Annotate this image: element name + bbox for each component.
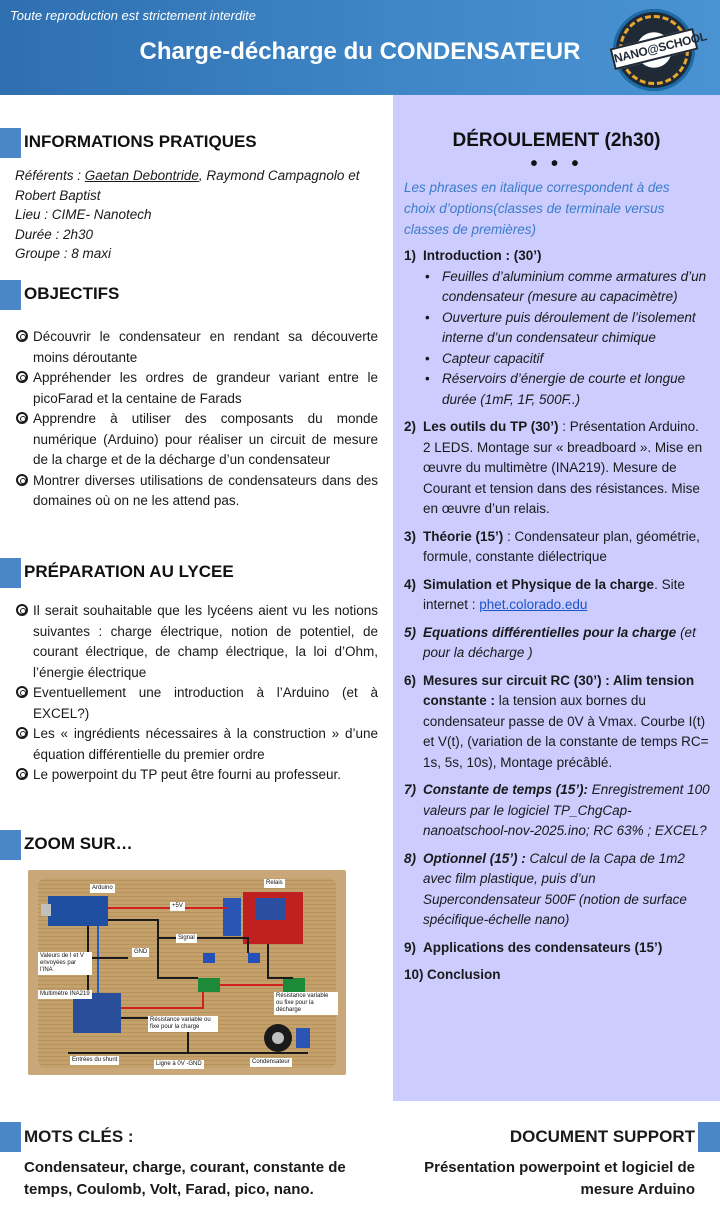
support-heading: DOCUMENT SUPPORT [509, 1127, 695, 1146]
wire [268, 944, 293, 978]
resistor-charge [203, 953, 215, 963]
list-item: Le powerpoint du TP peut être fourni au professeur. [16, 765, 378, 786]
ina219-module [73, 993, 121, 1033]
wire [121, 992, 203, 1008]
step-item: 7) Constante de temps (15’): Enregistrement 100 valeurs par le logiciel TP_ChgCap-nanoatschool-nov-2025.ino; RC 63% ; EXCEL? [404, 782, 710, 838]
bullet-icon [16, 768, 28, 780]
steps-list [404, 246, 710, 993]
list-item: Découvrir le condensateur en rendant sa découverte moins déroutante [16, 327, 378, 368]
step-item: 8) Optionnel (15’) : Calcul de la Capa de 1m2 avec film plastique, puis d’un Supercondensateur 500F (notion de surface spécifique-échelle nano) [404, 850, 687, 927]
keywords-heading: MOTS CLÉS : [24, 1127, 134, 1146]
bullet-icon [16, 686, 28, 698]
label-res-decharge: Résistance variable ou fixe pour la décharge [274, 992, 338, 1015]
step-item: 5) Equations différentielles pour la charge (et pour la décharge ) [404, 624, 696, 660]
step-title: Les outils du TP (30’) [423, 419, 559, 434]
step-item: 10) Conclusion [404, 967, 501, 982]
referents-line: Référents : Gaetan Debontride, Raymond Campagnolo et Robert Baptist [15, 168, 360, 203]
label-signal: Signal [178, 935, 195, 941]
sub-item: • Feuilles d’aluminium comme armatures d’un condensateur (mesure au capacimètre) [423, 267, 710, 308]
bullet-icon [16, 604, 28, 616]
section-header-objectifs: OBJECTIFS [0, 280, 200, 310]
step-title: Conclusion [427, 967, 501, 982]
support-text: Présentation powerpoint et logiciel de mesure Arduino [424, 1159, 695, 1198]
section-header-infos: INFORMATIONS PRATIQUES [0, 128, 300, 158]
list-item: Apprendre à utiliser des composants du monde numérique (Arduino) pour réaliser un circuit de mesure de la charge et de la décharge d’un condensateur [16, 409, 378, 471]
list-item: Il serait souhaitable que les lycéens aient vu les notions suivantes : charge électrique, notion de potentiel, de courant électrique, de champ électrique, la loi d’Ohm, l’énergie électrique [16, 601, 378, 683]
relay-terminal [223, 898, 241, 936]
label-arduino: Arduino [92, 885, 113, 891]
label-shunt: Entrées du shunt [72, 1057, 118, 1063]
step-item: 4) Simulation et Physique de la charge. Site internet : phet.colorado.edu [404, 576, 685, 612]
keywords-text: Condensateur, charge, courant, constante de temps, Coulomb, Volt, Farad, pico, nano. [24, 1159, 346, 1198]
step-title: Optionnel (15’) : [423, 850, 526, 866]
bullet-icon [16, 412, 28, 424]
step-title: Mesures sur circuit RC (30’) : Alim tension constante : [423, 672, 695, 708]
terminal-block [283, 978, 305, 992]
section-header-preparation: PRÉPARATION AU LYCEE [0, 558, 300, 588]
label-multimetre: Multimètre INA219 [40, 991, 90, 997]
wire [108, 920, 198, 978]
step-title: Simulation et Physique de la charge [423, 576, 655, 592]
list-item: Eventuellement une introduction à l’Arduino (et à EXCEL?) [16, 683, 378, 724]
logo-text: NANO@SCHOOL [610, 28, 699, 70]
lieu-line: Lieu : CIME- Nanotech [15, 207, 152, 222]
label-relais: Relais [266, 880, 283, 886]
sub-item: • Réservoirs d’énergie de courte et longue durée (1mF, 1F, 500F..) [423, 369, 710, 410]
label-res-charge: Résistance variable ou fixe pour la charge [148, 1016, 218, 1032]
step-title: Constante de temps (15’): [423, 782, 589, 797]
page-title: Charge-décharge du CONDENSATEUR [139, 38, 581, 65]
relay-component [256, 898, 286, 920]
phet-link[interactable]: phet.colorado.edu [479, 597, 588, 612]
circuit-board [38, 878, 336, 1068]
bullet-icon [16, 371, 28, 383]
section-header-zoom: ZOOM SUR… [0, 830, 200, 860]
step-item: 2) Les outils du TP (30’) : Présentation Arduino. 2 LEDS. Montage sur « breadboard ». Mise en œuvre du multimètre (INA219). Mesure de Courant et tension dans des résistances. Mise en œuvre d’un relais. [404, 419, 703, 516]
step-item: 1) Introduction : (30’) • Feuilles d’aluminium comme armatures d’un condensateur (mesure au capacimètre) • Ouverture puis déroulement de l’isolement interne d’un condensateur chimique • Capteur capacitif • Réservoirs d’énergie de courte et longue durée (1mF, 1F, 500F..) [404, 246, 710, 410]
deroulement-note: Les phrases en italique correspondent à des choix d’options(classes de terminale versus classes de premières) [404, 180, 670, 237]
step-title: Equations différentielles pour la charge [423, 624, 677, 640]
label-valeurs: Valeurs de I et V envoyées par l’INA [38, 952, 92, 975]
referent-link: Gaetan Debontride [84, 168, 199, 183]
list-item: Les « ingrédients nécessaires à la construction » d’une équation différentielle du premier ordre [16, 724, 378, 765]
arduino-board [48, 896, 108, 926]
sub-item: • Capteur capacitif [423, 349, 710, 370]
preparation-list [16, 601, 378, 786]
step-title: Introduction : (30’) [423, 248, 542, 263]
label-gnd: GND [134, 949, 148, 955]
accent-bar-right [698, 1122, 720, 1152]
step-item: 3) Théorie (15’) : Condensateur plan, géométrie, formule, constante diélectrique [404, 528, 700, 564]
resistor-decharge [248, 953, 260, 963]
deroulement-dots: • • • [530, 153, 583, 175]
label-5v: +5V [172, 903, 183, 909]
sub-list [423, 267, 710, 411]
bullet-icon [16, 727, 28, 739]
step-item: 6) Mesures sur circuit RC (30’) : Alim tension constante : la tension aux bornes du condensateur passe de 0V à Vmax. Courbe I(t) et V(t), (variation de la constante de temps RC= 1s, 5s, 10s), Montage précâblé. [404, 672, 709, 770]
deroulement-title: DÉROULEMENT (2h30) [452, 130, 661, 151]
groupe-line: Groupe : 8 maxi [15, 246, 112, 261]
step-title: Applications des condensateurs (15’) [423, 939, 663, 955]
list-item: Appréhender les ordres de grandeur variant entre le picoFarad et la centaine de Farads [16, 368, 378, 409]
copyright-notice: Toute reproduction est strictement interdite [10, 8, 256, 23]
sub-item: • Ouverture puis déroulement de l’isolement interne d’un condensateur chimique [423, 308, 710, 349]
bullet-icon [16, 330, 28, 342]
wire [158, 938, 248, 953]
accent-bar-left [0, 1122, 21, 1152]
capacitor-top [272, 1032, 284, 1044]
circuit-photo [28, 870, 346, 1075]
bullet-icon [16, 474, 28, 486]
list-item: Montrer diverses utilisations de condensateurs dans des domaines où on ne les attend pas. [16, 471, 378, 512]
capacitor-terminal [296, 1028, 310, 1048]
usb-connector [41, 904, 51, 916]
header-banner [0, 0, 720, 95]
label-ligne: Ligne à 0V -GND [156, 1061, 202, 1067]
objectifs-list [16, 327, 378, 512]
infos-block [15, 166, 385, 264]
label-condensateur: Condensateur [252, 1059, 290, 1065]
duree-line: Durée : 2h30 [15, 226, 94, 242]
nanoatschool-logo [612, 9, 709, 91]
terminal-block [198, 978, 220, 992]
step-item: 9) Applications des condensateurs (15’) [404, 939, 663, 955]
step-title: Théorie (15’) [423, 528, 504, 544]
